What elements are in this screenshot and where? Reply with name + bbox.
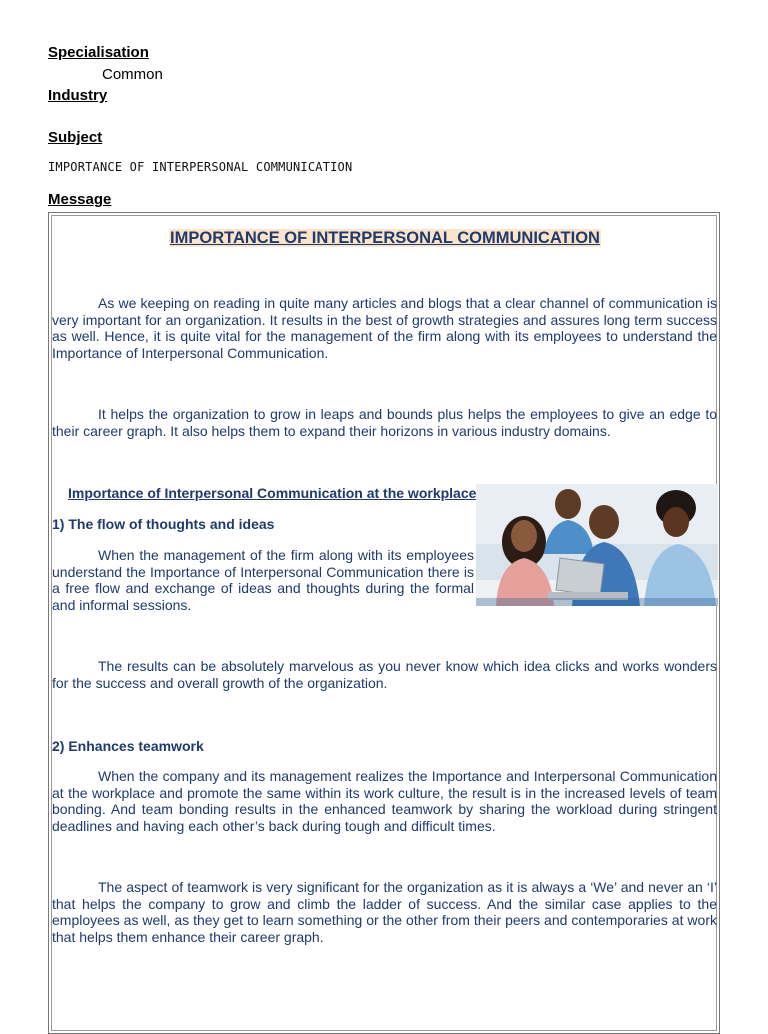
article-title-text: IMPORTANCE OF INTERPERSONAL COMMUNICATION [170,229,600,247]
industry-label: Industry [48,87,108,104]
specialisation-value: Common [102,66,163,83]
point2-paragraph-1: When the company and its management realizes the Importance and Interpersonal Communication at the workplace and promote the same within its work culture, the result is in the increased levels of team bonding. And team bonding results in the enhanced teamwork by sharing the workload during stringent deadlines and having each other’s back during tough and difficult times. [52,768,717,834]
point2-heading: 2) Enhances teamwork [52,738,204,754]
subject-label: Subject [48,129,103,146]
point1-paragraph-1: When the management of the firm along with its employees understand the Importance of Interpersonal Communication there is a free flow and exchange of ideas and thoughts during the formal and informal sessions. [52,547,474,613]
article-title [52,230,718,247]
point1-heading: 1) The flow of thoughts and ideas [52,516,275,532]
message-label: Message [48,191,112,208]
team-photo [476,484,718,606]
point2-paragraph-2: The aspect of teamwork is very significant for the organization as it is always a ‘We’ and never an ‘I’ that helps the company to grow and climb the ladder of success. And the similar case applies to the employees as well, as they get to learn something or the other from their peers and contemporaries at work that helps them enhance their career graph. [52,879,717,945]
point1-paragraph-2: The results can be absolutely marvelous as you never know which idea clicks and works wonders for the success and overall growth of the organization. [52,658,717,691]
specialisation-label: Specialisation [48,44,149,61]
intro-paragraph-2: It helps the organization to grow in leaps and bounds plus helps the employees to give an edge to their career graph. It also helps them to expand their horizons in various industry domains. [52,406,717,439]
subject-value: IMPORTANCE OF INTERPERSONAL COMMUNICATION [48,160,353,174]
intro-paragraph-1: As we keeping on reading in quite many articles and blogs that a clear channel of communication is very important for an organization. It results in the best of growth strategies and assures long term success as well. Hence, it is quite vital for the management of the firm along with its employees to understand the Importance of Interpersonal Communication. [52,295,717,361]
section-heading: Importance of Interpersonal Communication at the workplace [68,485,477,501]
